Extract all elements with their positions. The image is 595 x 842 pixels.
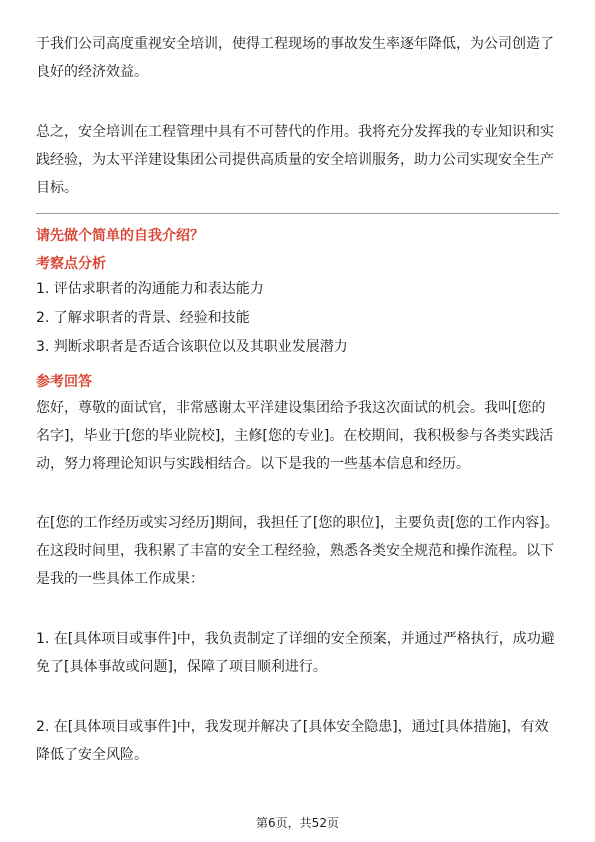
analysis-heading: 考察点分析 xyxy=(36,256,106,272)
analysis-item: 1. 评估求职者的沟通能力和表达能力 xyxy=(36,281,264,297)
section-divider xyxy=(36,213,559,214)
answer-paragraph: 您好，尊敬的面试官，非常感谢太平洋建设集团给予我这次面试的机会。我叫[您的名字]，毕业于[您的毕业院校]，主修[您的专业]。在校期间，我积极参与各类实践活动，努力将理论知识与实践相结合。以下是我的一些基本信息和经历。 xyxy=(36,400,554,472)
question-title: 请先做个简单的自我介绍？ xyxy=(36,228,204,244)
answer-paragraph: 在[您的工作经历或实习经历]期间，我担任了[您的职位]，主要负责[您的工作内容]。在这段时间里，我积累了丰富的安全工程经验，熟悉各类安全规范和操作流程。以下是我的一些具体工作成果： xyxy=(36,515,559,587)
analysis-item: 3. 判断求职者是否适合该职位以及其职业发展潜力 xyxy=(36,339,348,355)
answer-paragraph: 1. 在[具体项目或事件]中，我负责制定了详细的安全预案，并通过严格执行，成功避免了[具体事故或问题]，保障了项目顺利进行。 xyxy=(36,631,555,675)
answer-heading: 参考回答 xyxy=(36,374,92,390)
analysis-list xyxy=(36,275,559,362)
paragraph-summary: 总之，安全培训在工程管理中具有不可替代的作用。我将充分发挥我的专业知识和实践经验，为太平洋建设集团公司提供高质量的安全培训服务，助力公司实现安全生产目标。 xyxy=(36,124,554,196)
answer-paragraph: 2. 在[具体项目或事件]中，我发现并解决了[具体安全隐患]，通过[具体措施]，有效降低了安全风险。 xyxy=(36,719,549,763)
paragraph-intro-tail: 于我们公司高度重视安全培训，使得工程现场的事故发生率逐年降低，为公司创造了良好的经济效益。 xyxy=(36,36,554,80)
analysis-item: 2. 了解求职者的背景、经验和技能 xyxy=(36,310,250,326)
page-number-footer: 第6页，共52页 xyxy=(256,816,339,830)
